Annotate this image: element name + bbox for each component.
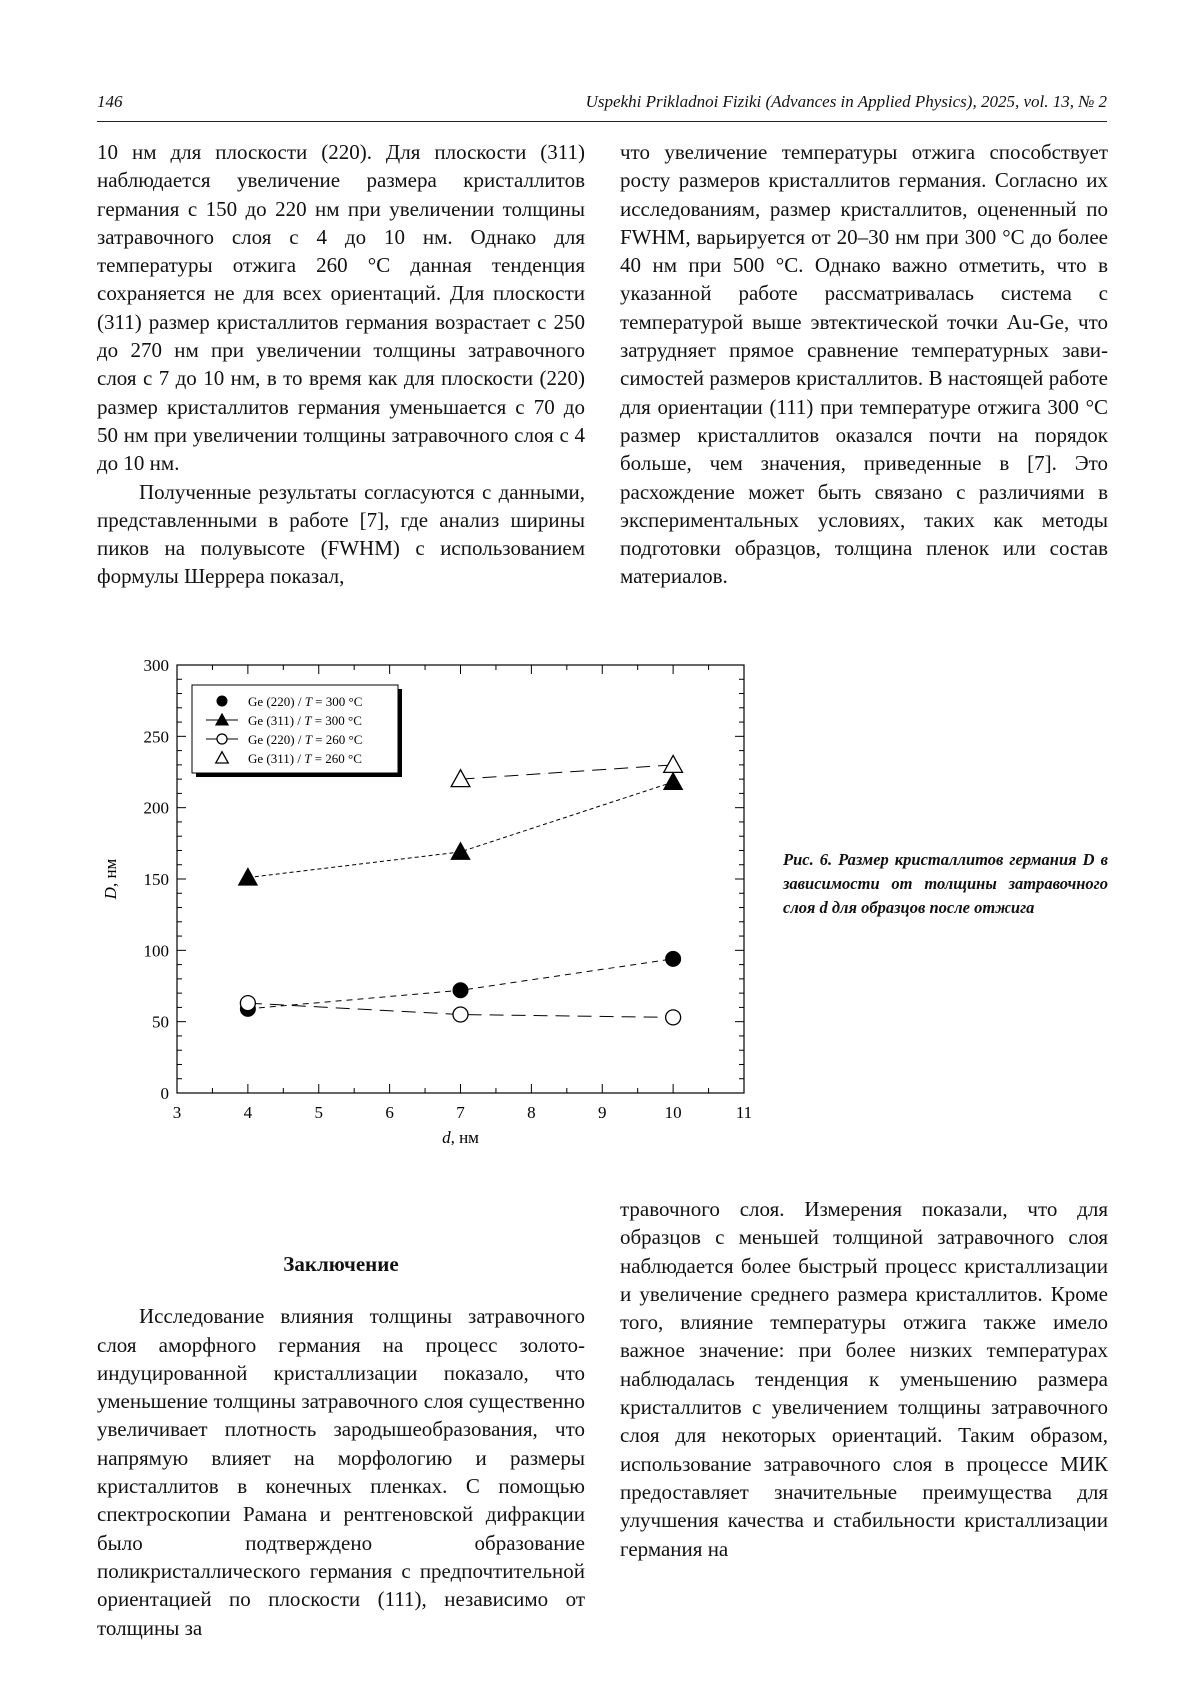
legend-marker [217, 734, 227, 744]
y-tick-label: 200 [143, 798, 169, 818]
x-tick-label: 9 [598, 1103, 607, 1122]
body-column-right-top [620, 138, 1108, 591]
y-tick-label: 250 [143, 727, 169, 747]
x-tick-label: 5 [314, 1103, 323, 1122]
y-tick-label: 50 [152, 1012, 169, 1032]
figure-6 [80, 645, 760, 1145]
data-point-2 [666, 1010, 681, 1025]
series-line-1 [248, 782, 673, 878]
data-point-0 [453, 983, 468, 998]
crystallite-size-chart [80, 645, 760, 1145]
data-point-1 [239, 868, 258, 885]
conclusion-column-left [97, 1250, 585, 1642]
paragraph: Исследование влияния толщины затравочного слоя аморфного германия на процесс золото-индуцированной кристаллизации показало, что уменьшение толщины затравочного слоя существенно увеличивает плотность зародышеобразования, что напрямую влияет на морфологию и размеры кристаллитов в конечных пленках. С помощью спектроскопии Рамана и рентгеновской дифракции было подтверждено образование поликристаллического германия с предпочтительной ориентацией по плоскости (111), независимо от толщины за [97, 1304, 585, 1640]
body-column-left-top [97, 138, 585, 591]
legend-label: Ge (311) / T = 300 °C [248, 713, 362, 728]
x-tick-label: 11 [735, 1103, 753, 1122]
data-point-1 [451, 843, 470, 860]
legend-marker [217, 696, 227, 706]
page-number: 146 [97, 92, 123, 111]
x-tick-label: 4 [243, 1103, 253, 1122]
conclusion-column-right [620, 1195, 1108, 1563]
x-axis-title: d, нм [442, 1128, 479, 1145]
legend-label: Ge (311) / T = 260 °C [248, 751, 362, 766]
paragraph: что увеличение температуры отжига способствует росту размеров кристаллитов германия. Согласно их исследованиям, размер кристаллитов, оцененный по FWHM, варьируется от 20–30 нм при 300 °C до более 40 нм при 500 °C. Однако важно отметить, что в указанной работе рассматривалась система с температурой выше эвтектической точки Au-Ge, что затрудняет прямое сравнение температурных зависимостей размеров кристаллитов. В настоящей работе для ориентации (111) при температуре отжига 300 °C размер кристаллитов оказался почти на порядок больше, чем значения, приведенные в [7]. Это расхождение может быть связано с различиями в экспериментальных условиях, таких как методы подготовки образцов, толщина пленок или состав материалов. [620, 140, 1108, 589]
y-tick-label: 100 [143, 941, 169, 961]
paragraph: травочного слоя. Измерения показали, что для образцов с меньшей толщиной затравочного слоя наблюдается более быстрый процесс кристаллизации и увеличение среднего размера кристаллитов. Кроме того, влияние температуры отжига также имело важное значение: при более низких температурах наблюдалась тенденция к уменьшению размера кристаллитов с увеличением толщины затравочного слоя для некоторых ориентаций. Таким образом, использование затравочного слоя в процессе МИК предоставляет значительные преимущества для улучшения качества и стабильности кристаллизации германия на [620, 1197, 1108, 1561]
header-rule [97, 121, 1107, 122]
y-tick-label: 0 [160, 1084, 169, 1103]
data-point-2 [240, 996, 255, 1011]
x-tick-label: 10 [664, 1103, 682, 1122]
data-point-0 [666, 951, 681, 966]
figure-caption-text: Рис. 6. Размер кристаллитов германия D в зависимости от толщины затравочного слоя d для образцов после отжига [783, 850, 1108, 917]
paragraph: Полученные результаты согласуются с данными, представленными в работе [7], где анализ ширины пиков на полувысоте (FWHM) с использованием формулы Шеррера показал, [97, 479, 585, 589]
journal-citation: Uspekhi Prikladnoi Fiziki (Advances in Applied Physics), 2025, vol. 13, № 2 [585, 92, 1107, 111]
x-tick-label: 7 [456, 1103, 465, 1122]
data-point-2 [453, 1007, 468, 1022]
paragraph: 10 нм для плоскости (220). Для плоскости (311) наблюдается увеличение размера кристаллитов германия с 150 до 220 нм при увеличении толщины затравочного слоя с 4 до 10 нм. Однако для температуры отжига 260 °C данная тенденция сохраняется не для всех ориентаций. Для плоскости (311) размер кристаллитов германия возрастает с 250 до 270 нм при увеличении толщины затравочного слоя с 7 до 10 нм, в то время как для плоскости (220) размер кристаллитов германия уменьшается с 70 до 50 нм при увеличении толщины затравочного слоя с 4 до 10 нм. [97, 140, 585, 476]
figure-caption [783, 848, 1108, 920]
x-tick-label: 6 [385, 1103, 394, 1122]
x-tick-label: 8 [527, 1103, 536, 1122]
data-point-3 [664, 755, 683, 772]
legend-label: Ge (220) / T = 260 °C [248, 732, 363, 747]
section-title: Заключение [283, 1252, 399, 1276]
running-header [97, 92, 1107, 120]
y-axis-title: D, нм [101, 858, 120, 900]
series-line-3 [461, 765, 674, 779]
data-point-1 [664, 773, 683, 790]
x-tick-label: 3 [172, 1103, 182, 1122]
y-tick-label: 150 [143, 870, 169, 889]
legend-label: Ge (220) / T = 300 °C [248, 694, 363, 709]
y-tick-label: 300 [143, 656, 169, 675]
